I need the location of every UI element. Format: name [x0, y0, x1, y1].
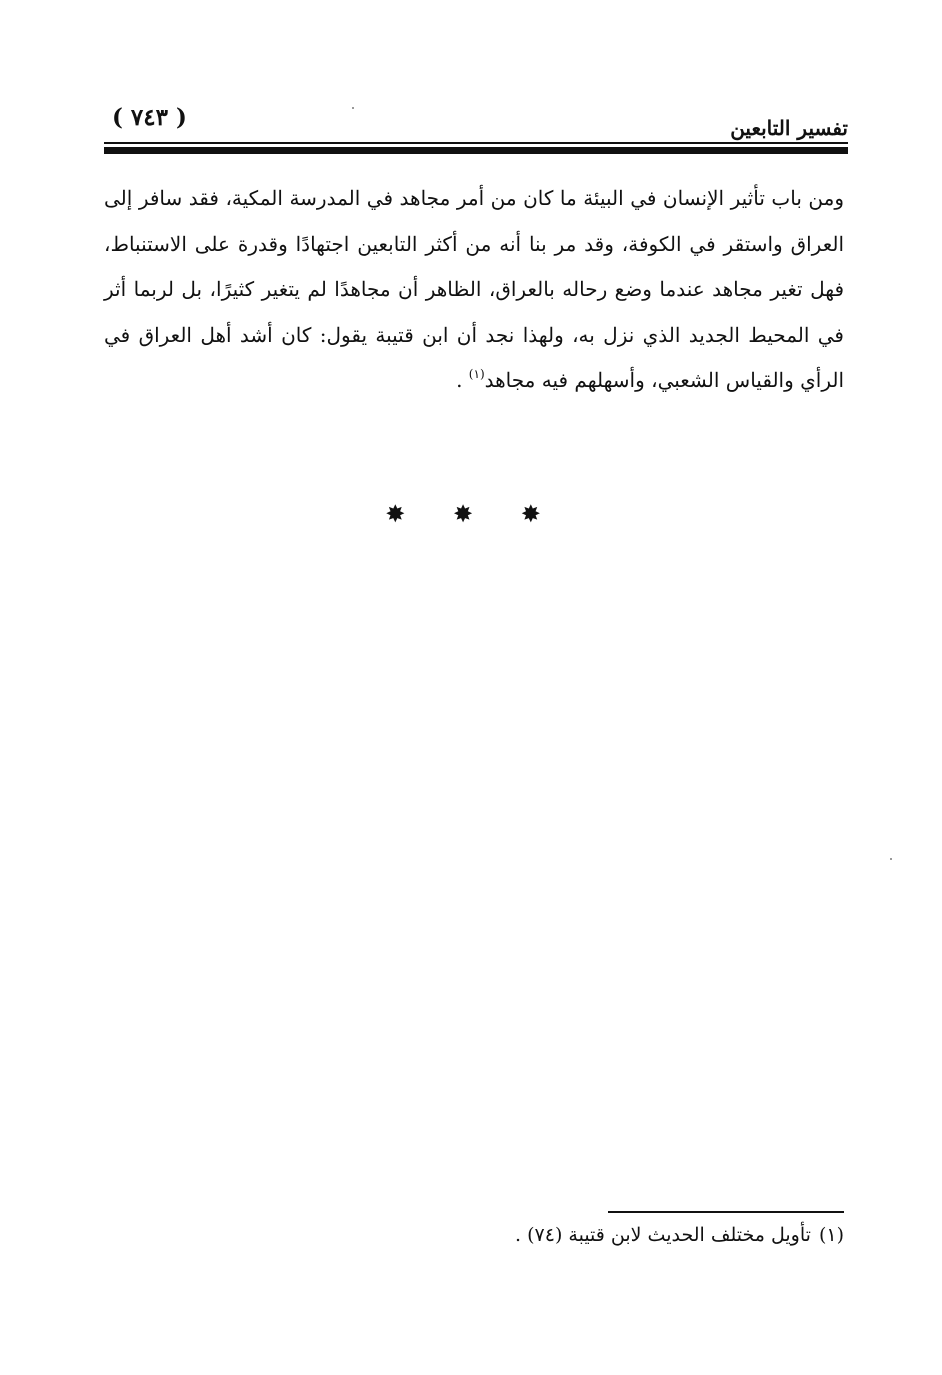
separator-star-icon: ✸: [452, 500, 490, 528]
footnote-number: (١): [818, 1224, 844, 1246]
header-rule-thick: [104, 147, 848, 154]
header-rule-thin: [104, 142, 848, 144]
main-paragraph: [104, 176, 844, 404]
paragraph-text: ومن باب تأثير الإنسان في البيئة ما كان من أمر مجاهد في المدرسة المكية، فقد سافر إلى العراق واستقر في الكوفة، وقد مر بنا أنه من أكثر التابعين اجتهادًا وقدرة على الاستنباط، فهل تغير مجاهد عندما وضع رحاله بالعراق، الظاهر أن مجاهدًا لم يتغير كثيرًا، بل لربما أثر في المحيط الجديد الذي نزل به، ولهذا نجد أن ابن قتيبة يقول: كان أشد أهل العراق في الرأي والقياس الشعبي، وأسهلهم فيه مجاهد: [104, 186, 844, 392]
scan-speck: [352, 107, 354, 109]
footnote-divider: [608, 1211, 844, 1213]
page-header: [104, 98, 848, 158]
separator-star-icon: ✸: [520, 500, 557, 528]
paragraph-end: .: [456, 368, 469, 392]
scan-speck: [890, 858, 892, 860]
running-title: تفسير التابعين: [730, 116, 848, 140]
footnote: [515, 1224, 844, 1246]
page-number: ( ٧٤٣ ): [112, 104, 187, 131]
footnote-reference: (١): [468, 367, 485, 381]
separator-star-icon: ✸: [385, 500, 422, 528]
footnote-text: تأويل مختلف الحديث لابن قتيبة (٧٤) .: [515, 1224, 811, 1246]
section-separator: [0, 500, 942, 528]
